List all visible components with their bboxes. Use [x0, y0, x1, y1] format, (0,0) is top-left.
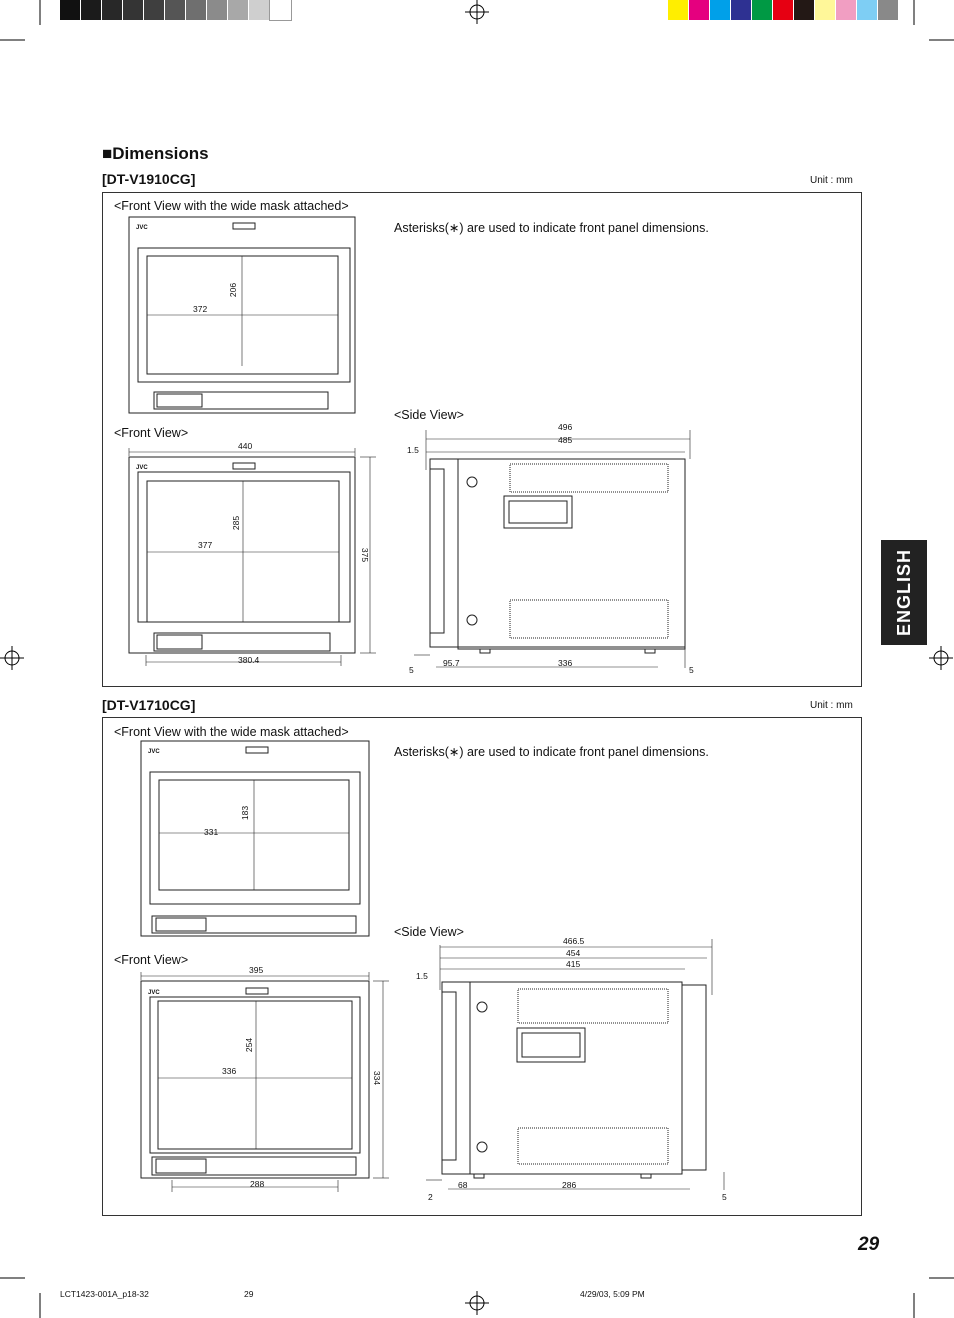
- dim-side-inner-2: 415: [566, 959, 581, 969]
- monitor-side-2: [426, 939, 724, 1190]
- dim-side-feet-2: 286: [562, 1180, 577, 1190]
- dim-side-body-2: 454: [566, 948, 581, 958]
- dim-mask-width-1: 372: [193, 304, 208, 314]
- unit-label-1: Unit : mm: [810, 175, 853, 186]
- dim-mask-height-2: 183: [240, 805, 251, 821]
- dim-front-width-1: 440: [238, 441, 253, 451]
- dim-side-right-2: 5: [722, 1192, 727, 1202]
- footer-date: 4/29/03, 5:09 PM: [580, 1289, 645, 1299]
- dim-front-width-2: 395: [249, 965, 264, 975]
- language-tab-label: ENGLISH: [893, 548, 914, 637]
- front-label-1: <Front View>: [114, 426, 189, 440]
- asterisk-note-2: Asterisks(∗) are used to indicate front panel dimensions.: [394, 745, 709, 759]
- monitor-front-mask-1: [129, 217, 355, 413]
- asterisk-note-1: Asterisks(∗) are used to indicate front panel dimensions.: [394, 221, 709, 235]
- dim-side-body-1: 485: [558, 435, 573, 445]
- dim-mask-height-1: 206: [228, 282, 239, 298]
- dim-mask-width-2: 331: [204, 827, 219, 837]
- monitor-side-1: [414, 430, 690, 668]
- dim-base-width-2: 288: [250, 1179, 265, 1189]
- jvc-logo-1: JVC: [136, 225, 148, 231]
- model-title-2: [DT-V1710CG]: [102, 697, 196, 713]
- section-title: ■Dimensions: [102, 144, 209, 163]
- jvc-logo-2: JVC: [136, 465, 148, 471]
- front-mask-label-1: <Front View with the wide mask attached>: [114, 199, 349, 213]
- side-label-1: <Side View>: [394, 408, 464, 422]
- monitor-front-1: [129, 448, 376, 666]
- dim-screen-height-2: 254: [244, 1037, 255, 1053]
- model-title-1: [DT-V1910CG]: [102, 171, 196, 187]
- dim-side-lip-2: 1.5: [416, 971, 428, 981]
- front-mask-label-2: <Front View with the wide mask attached>: [114, 725, 349, 739]
- dim-base-width-1: 380.4: [238, 655, 260, 665]
- dim-side-right-1: 5: [689, 665, 694, 675]
- monitor-front-2: [141, 972, 389, 1192]
- dim-side-left-1: 5: [409, 665, 414, 675]
- dim-side-front-1: 95.7: [443, 658, 460, 668]
- unit-label-2: Unit : mm: [810, 700, 853, 711]
- dim-front-height-2: 334: [372, 1070, 383, 1086]
- dim-side-total-1: 496: [558, 422, 573, 432]
- dim-screen-height-1: 285: [231, 515, 242, 531]
- dim-side-lip-1: 1.5: [407, 445, 419, 455]
- footer-page: 29: [244, 1289, 254, 1299]
- footer-file: LCT1423-001A_p18-32: [60, 1289, 149, 1299]
- jvc-logo-3: JVC: [148, 749, 160, 755]
- dim-side-left-2: 2: [428, 1192, 433, 1202]
- page-number: 29: [858, 1234, 880, 1255]
- dim-screen-width-2: 336: [222, 1066, 237, 1076]
- dim-side-feet-1: 336: [558, 658, 573, 668]
- side-label-2: <Side View>: [394, 925, 464, 939]
- jvc-logo-4: JVC: [148, 990, 160, 996]
- dim-screen-width-1: 377: [198, 540, 213, 550]
- dim-side-front-2: 68: [458, 1180, 468, 1190]
- dim-front-height-1: 375: [360, 547, 371, 563]
- monitor-front-mask-2: [141, 741, 369, 936]
- dim-side-total-2: 466.5: [563, 936, 585, 946]
- language-tab: [881, 540, 927, 645]
- front-label-2: <Front View>: [114, 953, 189, 967]
